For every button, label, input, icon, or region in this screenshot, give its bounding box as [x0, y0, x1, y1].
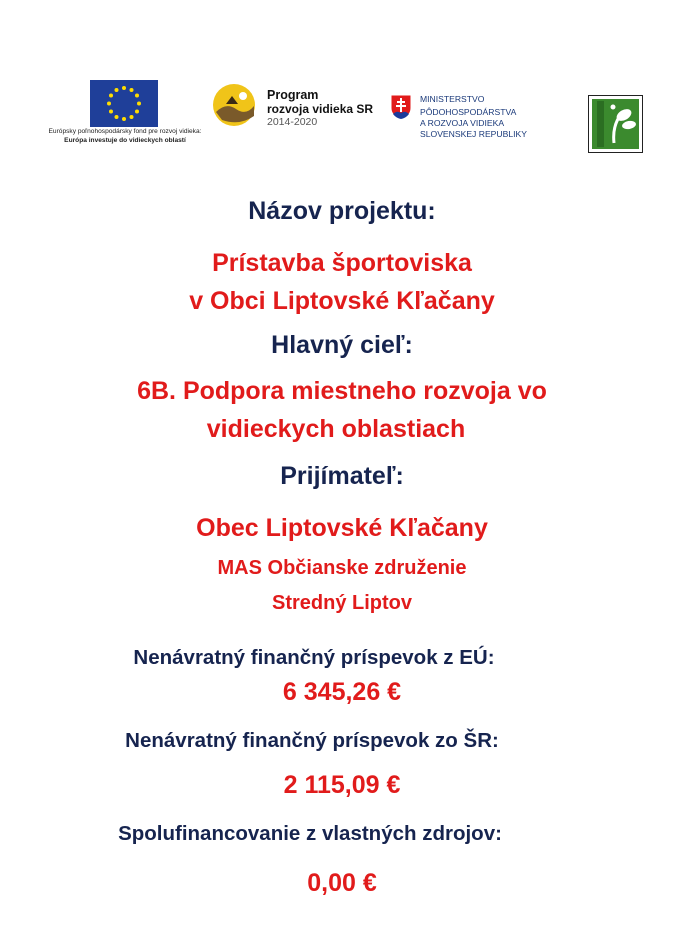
recipient-heading: Prijímateľ: [280, 462, 404, 490]
project-name-line-1: Prístavba športoviska [212, 249, 472, 277]
ministry-line-1: MINISTERSTVO [420, 94, 485, 104]
ministry-line-2: PÔDOHOSPODÁRSTVA [420, 107, 517, 117]
eu-contribution-amount: 6 345,26 € [282, 678, 402, 706]
own-funding-amount: 0,00 € [307, 869, 377, 897]
prv-title: Program [267, 88, 319, 102]
leader-logo [588, 95, 643, 153]
recipient-line-2: MAS Občianske združenie [217, 557, 467, 579]
prv-logo [210, 82, 385, 132]
main-goal-line-2: vidieckych oblastiach [206, 415, 466, 443]
project-name-heading: Názov projektu: [248, 197, 436, 225]
sr-contribution-label: Nenávratný finančný príspevok zo ŠR: [125, 729, 499, 752]
own-funding-label: Spolufinancovanie z vlastných zdrojov: [118, 822, 502, 845]
leader-icon [588, 95, 643, 153]
eu-logo [40, 80, 210, 150]
logo-strip [0, 0, 684, 170]
eu-caption-slogan: Európa investuje do vidieckych oblastí [64, 137, 186, 144]
prv-years: 2014-2020 [267, 116, 318, 128]
eu-contribution-label: Nenávratný finančný príspevok z EÚ: [133, 646, 495, 669]
ministry-logo [390, 92, 560, 142]
ministry-line-4: SLOVENSKEJ REPUBLIKY [420, 129, 527, 139]
eu-flag-icon [90, 80, 158, 127]
slovak-crest-icon [390, 94, 412, 120]
ministry-line-3: A ROZVOJA VIDIEKA [420, 118, 505, 128]
eu-caption-fund: Európsky poľnohospodársky fond pre rozvoj vidieka: [48, 128, 202, 135]
sr-contribution-amount: 2 115,09 € [283, 771, 401, 799]
main-goal-heading: Hlavný cieľ: [271, 331, 413, 359]
prv-subtitle: rozvoja vidieka SR [267, 102, 374, 116]
project-name-line-2: v Obci Liptovské Kľačany [189, 287, 495, 315]
recipient-line-3: Stredný Liptov [271, 592, 412, 614]
prv-emblem-icon [210, 82, 260, 128]
main-goal-line-1: 6B. Podpora miestneho rozvoja vo [137, 377, 547, 405]
recipient-line-1: Obec Liptovské Kľačany [196, 514, 488, 542]
